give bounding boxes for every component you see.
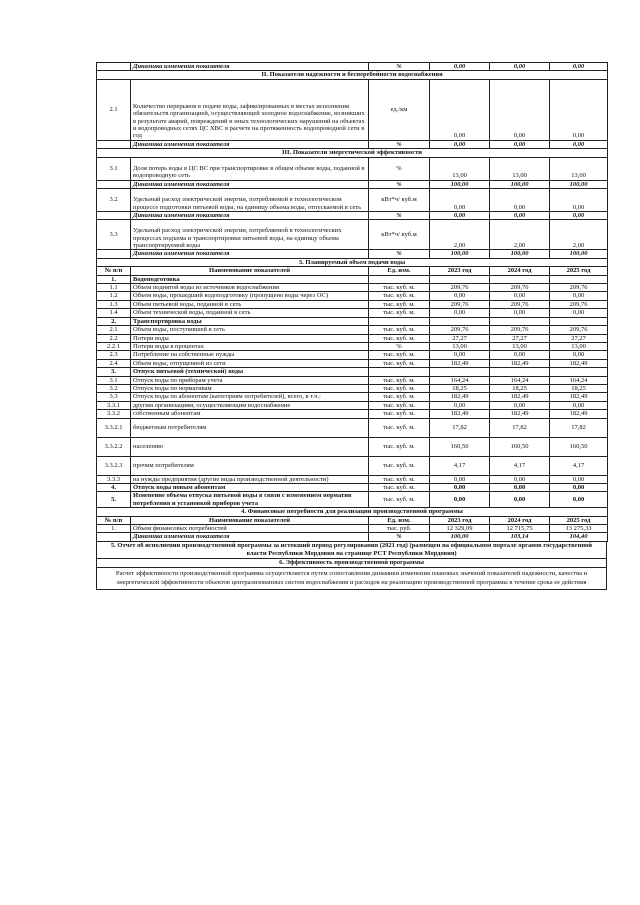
volume-row: 1. Водоподготовка [97,275,608,283]
section-6-title: 6. Эффективность производственной программы [96,559,607,568]
volume-row: 1.4 Объем технической воды, поданной в сеть тыс. куб. м. 0,00 0,00 0,00 [97,309,608,317]
volume-row: 2.2.1 Потери воды в процентах % 13,00 13,00 13,00 [97,342,608,350]
volume-row: 3.1 Отпуск воды по приборам учета тыс. куб. м. 164,24 164,24 164,24 [97,376,608,384]
row-3-1: 3.1 Доля потерь воды в ЦС ВС при транспортировке в общем объеме воды, поданной в водопроводную сеть % 13,00 13,00 13,00 [97,157,608,180]
volume-row: 4. Отпуск воды новым абонентам тыс. куб. м. 0,00 0,00 0,00 [97,483,608,491]
document-page [96,62,607,590]
volume-row: 3.2 Отпуск воды по нормативам тыс. куб. м. 18,25 18,25 18,25 [97,384,608,392]
volume-row: 3.3.1 другим организациям, осуществляющим водоснабжение тыс. куб. м. 0,00 0,00 0,00 [97,401,608,409]
volume-row: 1.2 Объем воды, прошедший водоподготовку (пропущено воды через ОС) тыс. куб. м. 0,00 0,00 0,00 [97,292,608,300]
row-3-3: 3.3 Удельный расход электрической энергии, потребляемой в технологических процессах подъема и транспортировки питьевой воды, на единицу объема транспортируемой воды кВт*ч/ куб.м 2,00 2,00 2,00 [97,220,608,250]
volume-row: 2.1 Объем воды, поступившей в сеть тыс. куб. м. 209,76 209,76 209,76 [97,326,608,334]
section-3-header: № п/п Наименование показателей Ед. изм. 2023 год 2024 год 2025 год [97,267,608,275]
section-3-volume-title: 3. Планируемый объем подачи воды [97,258,608,266]
volume-row: 3.3.2.2 населению тыс. куб. м. 160,50 160,50 160,50 [97,437,608,456]
volume-row: 3.3.2 собственным абонентам тыс. куб. м. 182,49 182,49 182,49 [97,410,608,418]
finance-row: 1. Объем финансовых потребностей тыс. руб. 12 329,09 12 715,75 13 275,33 [97,525,608,533]
volume-row: 2.3 Потребление на собственные нужды тыс. куб. м. 0,00 0,00 0,00 [97,351,608,359]
section-5-report: 5. Отчет об исполнении производственной программы за истекший период регулирования (2021 год) (размещен на официальном портале органов государственной власти Республики Мордовия на странице РСТ Республики Мордовия) [96,542,607,559]
volume-row: 3.3.3 на нужды предприятия (другие виды производственной деятельности) тыс. куб. м. 0,00 0,00 0,00 [97,475,608,483]
volume-row: 2.2 Потери воды тыс. куб. м. 27,27 27,27 27,27 [97,334,608,342]
volume-row: 5. Изменение объема отпуска питьевой воды в связи с изменением норматив потребления и установкой приборов учета тыс. куб. м. 0,00 0,00 0,00 [97,492,608,508]
section-6-text: Расчет эффективности производственной программы осуществляется путем сопоставления динамики изменения плановых значений показателей надежности, качества и энергетической эффективности объектов централизованных систем водоснабжения и расходов на реализацию производственной программы в течение срока ее действия [96,568,607,589]
volume-row: 3. Отпуск питьевой (технической) воды [97,368,608,376]
dynamic-row: Динамика изменения показателя % 0,00 0,00 0,00 [97,63,608,71]
volume-row: 3.3.2.3 прочим потребителям тыс. куб. м. 4,17 4,17 4,17 [97,456,608,475]
volume-row: 1.1 Объем поднятой воды из источников водоснабжения тыс. куб. м. 209,76 209,76 209,76 [97,284,608,292]
section-3-rows [97,275,608,508]
volume-row: 1.3 Объем питьевой воды, поданной в сеть тыс. куб. м. 209,76 209,76 209,76 [97,300,608,308]
section-2-title: II. Показатели надежности и бесперебойности водоснабжения [97,71,608,79]
section-4-header: № п/п Наименование показателей Ед. изм. 2023 год 2024 год 2025 год [97,516,608,524]
section-4-title: 4. Финансовые потребности для реализации производственной программы [97,508,608,516]
dynamic-row: Динамика изменения показателя % 100,00 100,00 100,00 [97,180,608,188]
volume-row: 2.4 Объем воды, отпущенной из сети тыс. куб. м. 182,49 182,49 182,49 [97,359,608,367]
indicators-table [96,62,608,542]
dynamic-row: Динамика изменения показателя % 100,00 103,14 104,40 [97,533,608,541]
volume-row: 3.3 Отпуск воды по абонентам (категориям потребителей), всего, в т.ч.: тыс. куб. м. 182,49 182,49 182,49 [97,393,608,401]
dynamic-row: Динамика изменения показателя % 0,00 0,00 0,00 [97,140,608,148]
row-2-1: 2.1 Количество перерывов в подаче воды, зафиксированных в местах исполнения обязательств организацией, осуществляющей холодное водоснабжение, возникших в результате аварий, повреждений и иных технологических нарушений на объектах и водопроводных сетях ЦС ХВС в расчете на протяженность водопроводной сети в год ед./км 0,00 0,00 0,00 [97,79,608,140]
dynamic-row: Динамика изменения показателя % 0,00 0,00 0,00 [97,212,608,220]
dynamic-row: Динамика изменения показателя % 100,00 100,00 100,00 [97,250,608,258]
section-3-title: III. Показатели энергетической эффективности [97,149,608,157]
volume-row: 3.3.2.1 бюджетным потребителям тыс. куб. м. 17,82 17,82 17,82 [97,418,608,437]
volume-row: 2. Транспортировка воды [97,317,608,325]
row-3-2: 3.2 Удельный расход электрической энергии, потребляемой в технологическом процессе подготовки питьевой воды, на единицу объема воды, отпускаемой в сеть кВт*ч/ куб.м 0,00 0,00 0,00 [97,189,608,212]
